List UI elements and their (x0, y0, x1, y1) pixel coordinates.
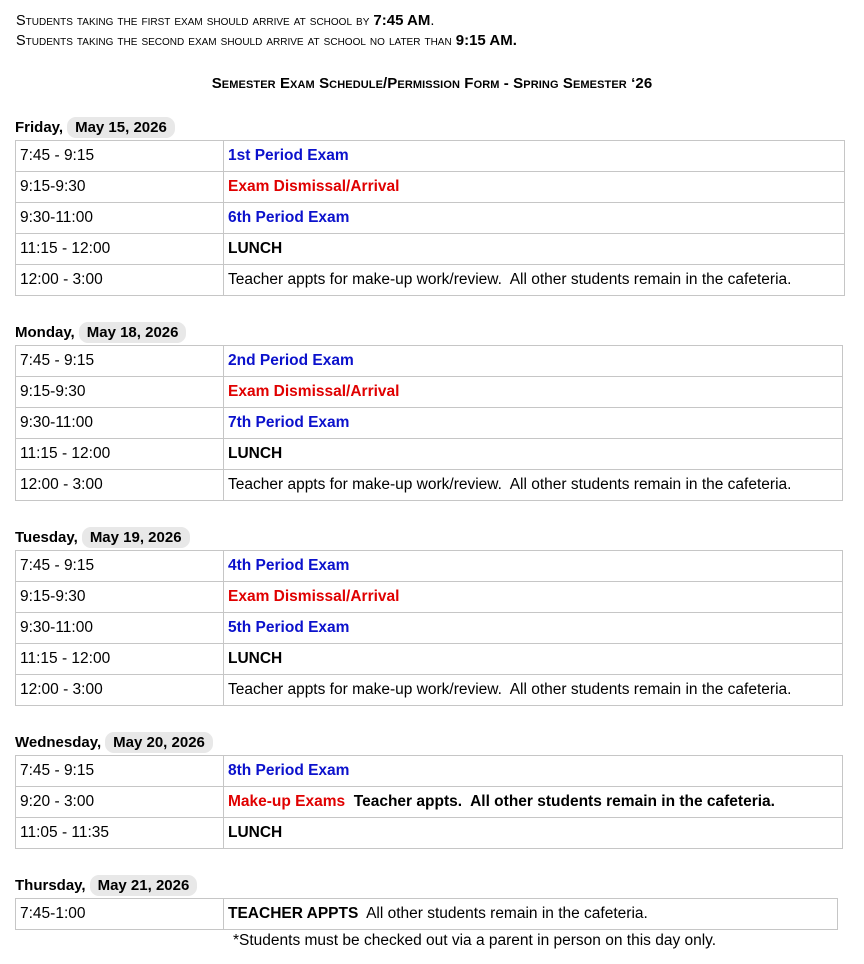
table-row (16, 141, 845, 172)
table-row (16, 408, 843, 439)
day-section (15, 116, 845, 296)
event-label: Exam Dismissal/Arrival (228, 383, 400, 400)
time-cell: 9:20 - 3:00 (16, 787, 224, 818)
table-row (16, 203, 845, 234)
day-name: Friday, (15, 119, 64, 136)
event-label: 5th Period Exam (228, 619, 350, 636)
event-note: Teacher appts. All other students remain in the cafeteria. (345, 793, 775, 810)
time-cell: 9:30-11:00 (16, 408, 224, 439)
date-badge: May 18, 2026 (79, 322, 187, 343)
table-row (16, 234, 845, 265)
arrival-time: 7:45 AM (373, 12, 431, 29)
table-row (16, 346, 843, 377)
arrival-period: . (430, 13, 435, 29)
table-row (16, 787, 843, 818)
event-cell (224, 470, 843, 501)
day-name: Tuesday, (15, 529, 78, 546)
event-label: Make-up Exams (228, 793, 346, 810)
event-label: Exam Dismissal/Arrival (228, 588, 400, 605)
day-name: Wednesday, (15, 734, 102, 751)
event-label: TEACHER APPTS (228, 905, 359, 922)
time-cell: 7:45 - 9:15 (16, 346, 224, 377)
arrival-line-first-exam (16, 11, 517, 31)
event-cell (224, 613, 843, 644)
time-cell: 9:15-9:30 (16, 582, 224, 613)
time-cell: 7:45 - 9:15 (16, 141, 224, 172)
event-label: 1st Period Exam (228, 147, 349, 164)
table-row (16, 265, 845, 296)
date-badge: May 20, 2026 (105, 732, 213, 753)
event-cell (224, 644, 843, 675)
event-label: Exam Dismissal/Arrival (228, 178, 400, 195)
time-cell: 9:15-9:30 (16, 172, 224, 203)
table-row (16, 644, 843, 675)
event-label: 2nd Period Exam (228, 352, 354, 369)
table-row (16, 582, 843, 613)
time-cell: 9:30-11:00 (16, 613, 224, 644)
schedule-table (15, 140, 845, 296)
time-cell: 7:45-1:00 (16, 899, 224, 930)
event-label: Teacher appts for make-up work/review. All other students remain in the cafeteria. (228, 271, 792, 288)
time-cell: 11:05 - 11:35 (16, 818, 224, 849)
table-row (16, 613, 843, 644)
event-cell (224, 346, 843, 377)
day-heading (15, 321, 845, 345)
event-cell (224, 439, 843, 470)
day-section (15, 321, 845, 501)
table-row (16, 551, 843, 582)
day-name: Monday, (15, 324, 75, 341)
event-cell (224, 234, 845, 265)
event-label: 6th Period Exam (228, 209, 350, 226)
event-label: LUNCH (228, 824, 283, 841)
day-section (15, 874, 845, 930)
event-label: LUNCH (228, 445, 283, 462)
event-cell (224, 787, 843, 818)
schedule-table (15, 550, 843, 706)
time-cell: 12:00 - 3:00 (16, 675, 224, 706)
time-cell: 12:00 - 3:00 (16, 470, 224, 501)
day-heading (15, 526, 845, 550)
event-cell (224, 172, 845, 203)
event-label: Teacher appts for make-up work/review. All other students remain in the cafeteria. (228, 476, 792, 493)
arrival-line-second-exam (16, 31, 517, 51)
event-label: 8th Period Exam (228, 762, 350, 779)
schedule-table (15, 898, 838, 930)
schedule-table (15, 345, 843, 501)
table-row (16, 675, 843, 706)
event-cell (224, 582, 843, 613)
event-label: 4th Period Exam (228, 557, 350, 574)
date-badge: May 15, 2026 (67, 117, 175, 138)
footnote: *Students must be checked out via a parent in person on this day only. (233, 932, 717, 949)
table-row (16, 899, 838, 930)
page-title: Semester Exam Schedule/Permission Form - Spring Semester ‘26 (211, 75, 653, 92)
time-cell: 12:00 - 3:00 (16, 265, 224, 296)
day-heading (15, 874, 845, 898)
date-badge: May 19, 2026 (82, 527, 190, 548)
table-row (16, 439, 843, 470)
arrival-instructions (16, 11, 517, 51)
arrival-text: Students taking the second exam should arrive at school no later than (16, 33, 452, 49)
event-cell (224, 203, 845, 234)
table-row (16, 172, 845, 203)
table-row (16, 377, 843, 408)
event-cell (224, 377, 843, 408)
event-cell (224, 265, 845, 296)
table-row (16, 818, 843, 849)
table-row (16, 756, 843, 787)
time-cell: 11:15 - 12:00 (16, 644, 224, 675)
event-cell (224, 408, 843, 439)
arrival-text: Students taking the first exam should arrive at school by (16, 13, 370, 29)
date-badge: May 21, 2026 (90, 875, 198, 896)
time-cell: 11:15 - 12:00 (16, 234, 224, 265)
event-note: All other students remain in the cafeteria. (358, 905, 648, 922)
time-cell: 7:45 - 9:15 (16, 551, 224, 582)
day-heading (15, 731, 845, 755)
time-cell: 7:45 - 9:15 (16, 756, 224, 787)
event-cell (224, 141, 845, 172)
arrival-time: 9:15 AM. (455, 32, 517, 49)
day-name: Thursday, (15, 877, 86, 894)
event-label: 7th Period Exam (228, 414, 350, 431)
event-cell (224, 675, 843, 706)
time-cell: 9:15-9:30 (16, 377, 224, 408)
event-cell (224, 756, 843, 787)
event-label: LUNCH (228, 650, 283, 667)
time-cell: 11:15 - 12:00 (16, 439, 224, 470)
event-label: Teacher appts for make-up work/review. All other students remain in the cafeteria. (228, 681, 792, 698)
time-cell: 9:30-11:00 (16, 203, 224, 234)
day-section (15, 731, 845, 849)
schedule-table (15, 755, 843, 849)
event-cell (224, 818, 843, 849)
day-section (15, 526, 845, 706)
event-label: LUNCH (228, 240, 283, 257)
event-cell (224, 899, 838, 930)
day-heading (15, 116, 845, 140)
event-cell (224, 551, 843, 582)
table-row (16, 470, 843, 501)
